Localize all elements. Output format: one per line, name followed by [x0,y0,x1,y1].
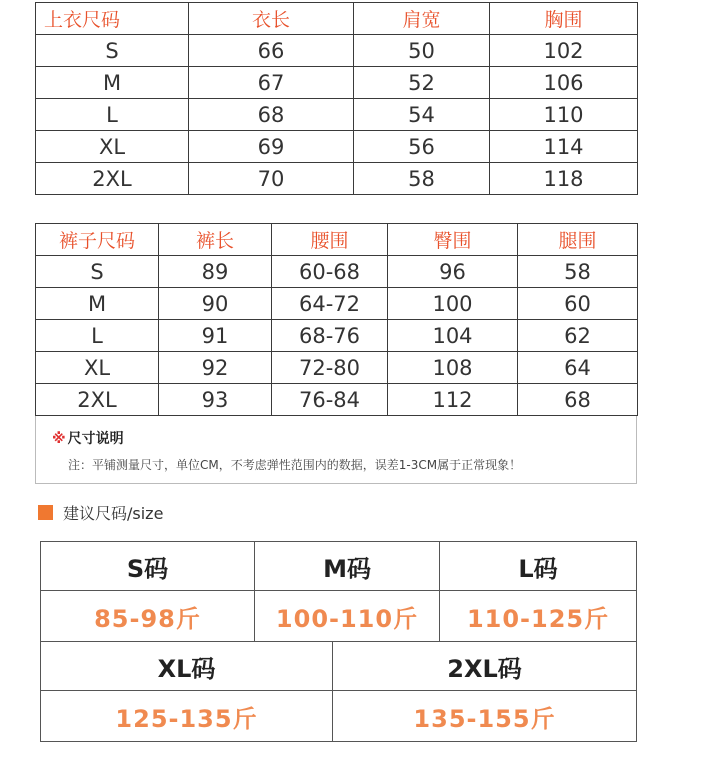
table-cell: 91 [159,320,272,352]
table-row [36,67,638,99]
table-cell: 118 [490,163,638,195]
table-row [36,256,638,288]
table-row [41,691,637,742]
size-label-cell: XL码 [41,642,333,691]
table-row [36,131,638,163]
table-header-row [36,224,638,256]
table-cell: 93 [159,384,272,416]
header-cell: 腿围 [518,224,638,256]
table-cell: XL [36,352,159,384]
table-cell: 89 [159,256,272,288]
table-cell: 104 [388,320,518,352]
reference-mark-icon: ※ [52,431,66,447]
weight-range-cell: 135-155斤 [333,691,637,742]
table-cell: 54 [354,99,490,131]
table-cell: S [36,256,159,288]
table-cell: 108 [388,352,518,384]
table-cell: S [36,35,189,67]
table-cell: 76-84 [272,384,388,416]
table-cell: 68 [518,384,638,416]
table-cell: 58 [518,256,638,288]
table-cell: 66 [189,35,354,67]
table-cell: 106 [490,67,638,99]
size-label-cell: M码 [255,542,440,591]
table-cell: 62 [518,320,638,352]
table-row [36,163,638,195]
weight-range-cell: 100-110斤 [255,591,440,642]
table-cell: L [36,320,159,352]
table-cell: 70 [189,163,354,195]
header-cell: 肩宽 [354,3,490,35]
table-cell: 58 [354,163,490,195]
table-cell: M [36,67,189,99]
header-cell: 腰围 [272,224,388,256]
table-cell: 110 [490,99,638,131]
table-cell: 96 [388,256,518,288]
weight-range-cell: 85-98斤 [41,591,255,642]
weight-range-cell: 125-135斤 [41,691,333,742]
pants-size-table [35,223,638,416]
header-cell: 裤子尺码 [36,224,159,256]
table-cell: 60-68 [272,256,388,288]
table-row [36,384,638,416]
table-cell: 60 [518,288,638,320]
header-cell: 裤长 [159,224,272,256]
top-size-table [35,2,638,195]
table-cell: 102 [490,35,638,67]
table-cell: 64-72 [272,288,388,320]
recommendation-title: 建议尺码/size [63,503,164,523]
table-row [36,352,638,384]
table-cell: 2XL [36,163,189,195]
table-cell: 2XL [36,384,159,416]
table-cell: 56 [354,131,490,163]
table-cell: 112 [388,384,518,416]
table-cell: 68-76 [272,320,388,352]
size-note [35,416,637,484]
table-cell: XL [36,131,189,163]
table-row [36,320,638,352]
note-title [52,428,124,448]
recommendation-table [40,541,637,742]
header-cell: 上衣尺码 [36,3,189,35]
size-label-cell: L码 [440,542,637,591]
table-cell: 52 [354,67,490,99]
table-row [41,642,637,691]
orange-square-icon [38,505,53,520]
table-cell: 100 [388,288,518,320]
table-cell: 67 [189,67,354,99]
weight-range-cell: 110-125斤 [440,591,637,642]
table-row [36,99,638,131]
table-cell: 92 [159,352,272,384]
header-cell: 臀围 [388,224,518,256]
size-label-cell: 2XL码 [333,642,637,691]
recommendation-header [38,502,163,522]
table-header-row [36,3,638,35]
table-row [36,288,638,320]
table-cell: 114 [490,131,638,163]
table-cell: 50 [354,35,490,67]
table-cell: L [36,99,189,131]
table-row [41,542,637,591]
note-title-text: 尺寸说明 [67,431,124,447]
header-cell: 胸围 [490,3,638,35]
size-label-cell: S码 [41,542,255,591]
table-cell: 90 [159,288,272,320]
table-cell: 72-80 [272,352,388,384]
table-row [41,591,637,642]
table-row [36,35,638,67]
table-cell: 64 [518,352,638,384]
table-cell: 68 [189,99,354,131]
header-cell: 衣长 [189,3,354,35]
note-text: 注：平铺测量尺寸，单位CM，不考虑弹性范围内的数据，误差1-3CM属于正常现象！ [68,458,522,472]
table-cell: 69 [189,131,354,163]
table-cell: M [36,288,159,320]
